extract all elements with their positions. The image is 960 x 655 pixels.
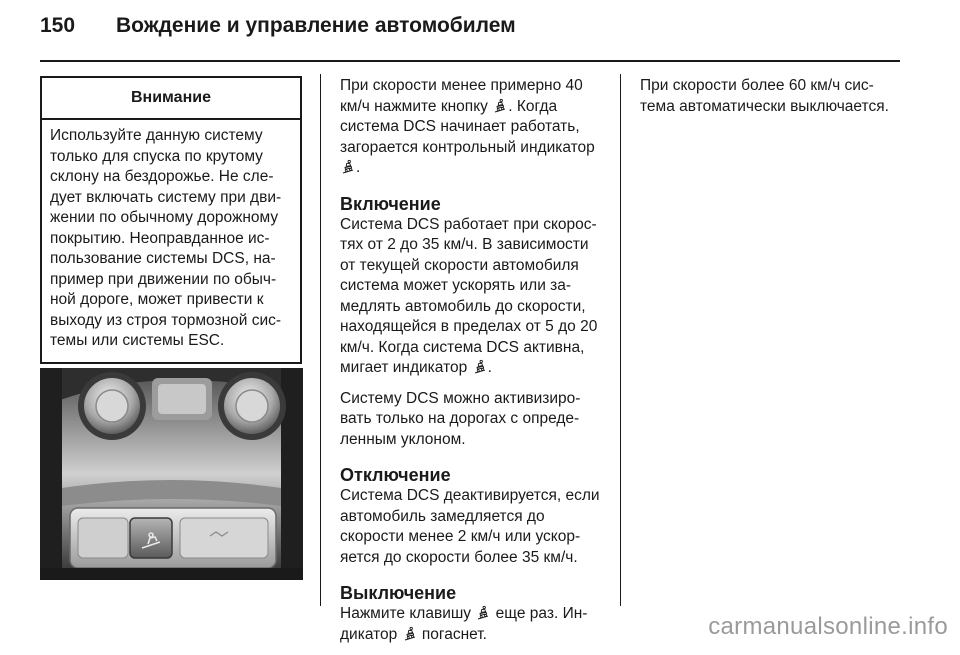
warning-text: Используйте данную систему только для спуска по крутому склону на бездорожье. Не сле-дует включать систему при дви-жении по обычному дорожному покрытию. Неоправданное ис-пользование системы DCS, на-пример при движении по обыч-ной дороге, может привести к выходу из строя тормозной сис-темы или системы ESC.: [50, 127, 282, 349]
section-heading-deactivation: Отключение: [340, 465, 451, 485]
dcs-button-photo: [40, 368, 303, 580]
auto-off-paragraph: При скорости более 60 км/ч сис-тема автоматически выключается.: [640, 77, 889, 115]
column-divider-2: [620, 74, 621, 606]
hill-descent-icon: [494, 98, 506, 113]
deactivation-paragraph: Система DCS деактивируется, если автомобиль замедляется до скорости менее 2 км/ч или ускор-яется до скорости более 35 км/ч.: [340, 487, 600, 566]
hill-descent-icon: [477, 605, 489, 620]
column-divider-1: [320, 74, 321, 606]
watermark: carmanualsonline.info: [708, 613, 948, 640]
section-heading-activation: Включение: [340, 193, 441, 214]
hill-descent-icon: [404, 626, 416, 641]
switch-off-paragraph: Нажмите клавишу еще раз. Ин-дикатор погаснет.: [340, 605, 588, 643]
hill-descent-icon: [342, 159, 354, 174]
activation-paragraph: Система DCS работает при скорос-тях от 2 до 35 км/ч. В зависимости от текущей скорости автомобиля система может ускорять или за-медлять автомобиль до скорости, находящейся в пределах от 5 до 20 км/ч. Когда система DCS активна, мигает индикатор .: [340, 215, 598, 376]
warning-title: Внимание: [42, 78, 300, 120]
middle-column: [340, 76, 606, 655]
section-heading-switch-off: Выключение: [340, 583, 457, 603]
intro-paragraph: При скорости менее примерно 40 км/ч нажмите кнопку . Когда система DCS начинает работать, загорается контрольный индикатор .: [340, 77, 595, 176]
right-column: [640, 76, 902, 127]
left-column: [40, 76, 302, 407]
warning-box: [40, 76, 302, 364]
page-title: Вождение и управление автомобилем: [116, 14, 516, 37]
activation-note: Систему DCS можно активизиро-вать только на дорогах с опреде-ленным уклоном.: [340, 389, 581, 448]
hill-descent-icon: [474, 359, 486, 374]
header-rule: [40, 60, 900, 62]
page-number: 150: [40, 14, 76, 37]
